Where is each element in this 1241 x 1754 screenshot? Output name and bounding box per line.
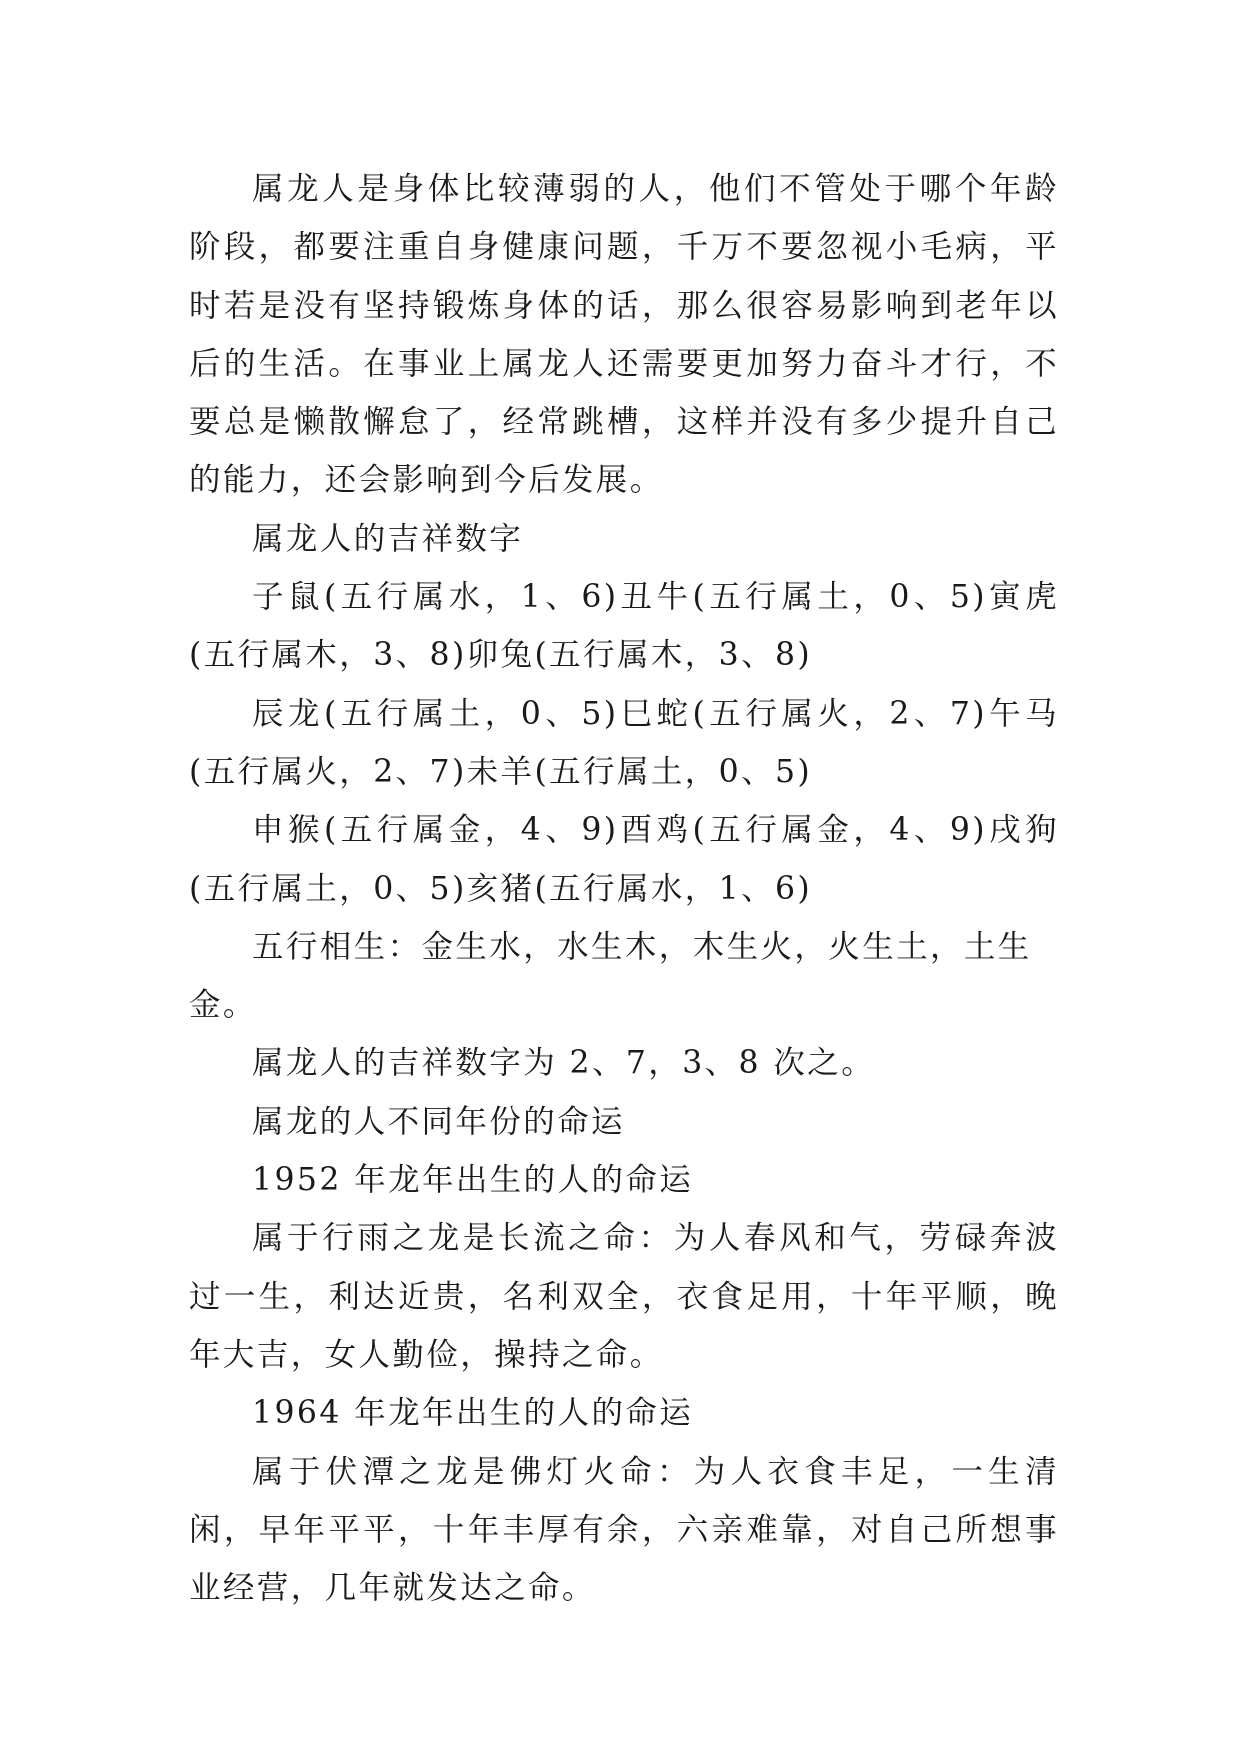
heading-lucky-numbers: 属龙人的吉祥数字 [252, 520, 524, 557]
paragraph-zodiac-list-1: 子鼠(五行属水，1、6)丑牛(五行属土，0、5)寅虎(五行属木，3、8)卯兔(五行属木，3、8) [189, 579, 1059, 674]
paragraph-zodiac-list-2: 辰龙(五行属土，0、5)巳蛇(五行属火，2、7)午马(五行属火，2、7)未羊(五行属土，0、5) [189, 695, 1059, 790]
heading-fortune-by-year: 属龙的人不同年份的命运 [252, 1103, 625, 1140]
paragraph-zodiac-list-3: 申猴(五行属金，4、9)酉鸡(五行属金，4、9)戌狗(五行属土，0、5)亥猪(五行属水，1、6) [189, 812, 1059, 907]
document-body [189, 160, 1059, 1617]
heading-year-1952: 1952 年龙年出生的人的命运 [252, 1162, 694, 1199]
paragraph-year-1964: 属于伏潭之龙是佛灯火命：为人衣食丰足，一生清闲，早年平平，十年丰厚有余，六亲难靠，对自己所想事业经营，几年就发达之命。 [189, 1453, 1059, 1607]
paragraph-health-career: 属龙人是身体比较薄弱的人，他们不管处于哪个年龄阶段，都要注重自身健康问题，千万不要忽视小毛病，平时若是没有坚持锻炼身体的话，那么很容易影响到老年以后的生活。在事业上属龙人还需要更加努力奋斗才行，不要总是懒散懈怠了，经常跳槽，这样并没有多少提升自己的能力，还会影响到今后发展。 [189, 171, 1059, 499]
heading-year-1964: 1964 年龙年出生的人的命运 [252, 1395, 694, 1432]
paragraph-lucky-number-summary: 属龙人的吉祥数字为 2、7，3、8 次之。 [252, 1045, 876, 1082]
paragraph-year-1952: 属于行雨之龙是长流之命：为人春风和气，劳碌奔波过一生，利达近贵，名利双全，衣食足用，十年平顺，晚年大吉，女人勤俭，操持之命。 [189, 1220, 1059, 1373]
paragraph-five-elements: 五行相生：金生水，水生木，木生火，火生土，土生金。 [189, 928, 1032, 1024]
